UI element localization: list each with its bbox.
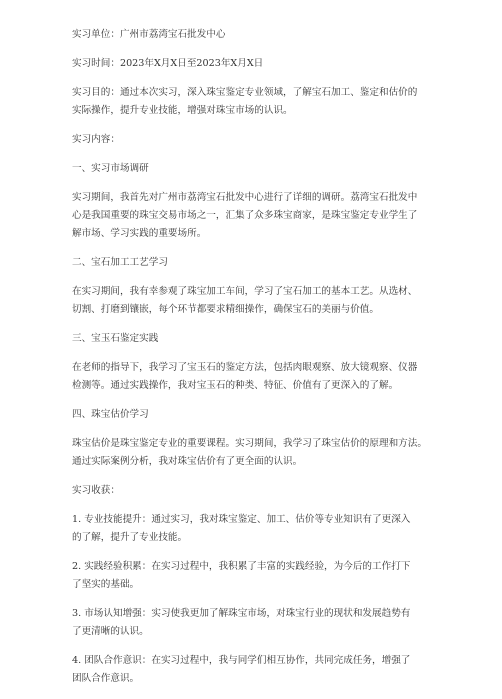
gain-line: 的了解，提升了专业技能。 <box>72 532 188 543</box>
gain-item <box>72 558 440 594</box>
internship-unit: 实习单位：广州市荔湾宝石批发中心 <box>72 29 226 40</box>
section-line: 通过实际案例分析，我对珠宝估价有了更全面的认识。 <box>72 456 303 467</box>
section-line: 实习期间，我首先对广州市荔湾宝石批发中心进行了详细的调研。荔湾宝石批发中 <box>72 192 418 203</box>
section-body <box>72 283 440 319</box>
section-heading: 四、珠宝估价学习 <box>72 409 149 420</box>
gain-line: 了更清晰的认识。 <box>72 626 149 637</box>
gain-item <box>72 652 440 688</box>
gain-line: 了坚实的基础。 <box>72 579 140 590</box>
section-line: 在老师的指导下，我学习了宝玉石的鉴定方法，包括肉眼观察、放大镜观察、仪器 <box>72 362 418 373</box>
gain-line: 2. 实践经验积累：在实习过程中，我积累了丰富的实践经验，为今后的工作打下 <box>72 561 411 572</box>
section-heading: 一、实习市场调研 <box>72 163 149 174</box>
gain-item <box>72 511 440 547</box>
gain-line: 团队合作意识。 <box>72 673 140 684</box>
content-heading: 实习内容： <box>72 134 120 145</box>
section-body <box>72 189 440 243</box>
section-heading: 三、宝玉石鉴定实践 <box>72 333 159 344</box>
section-line: 在实习期间，我有幸参观了珠宝加工车间，学习了宝石加工的基本工艺。从选材、 <box>72 286 418 297</box>
gain-line: 3. 市场认知增强：实习使我更加了解珠宝市场，对珠宝行业的现状和发展趋势有 <box>72 608 411 619</box>
gain-line: 4. 团队合作意识：在实习过程中，我与同学们相互协作，共同完成任务，增强了 <box>72 655 411 666</box>
gain-line: 1. 专业技能提升：通过实习，我对珠宝鉴定、加工、估价等专业知识有了更深入 <box>72 514 411 525</box>
section-body <box>72 359 440 395</box>
section-line: 心是我国重要的珠宝交易市场之一，汇集了众多珠宝商家，是珠宝鉴定专业学生了 <box>72 210 418 221</box>
internship-time: 实习时间：2023年X月X日至2023年X月X日 <box>72 58 264 69</box>
section-line: 珠宝估价是珠宝鉴定专业的重要课程。实习期间，我学习了珠宝估价的原理和方法。 <box>72 438 427 449</box>
purpose-line: 实习目的：通过本次实习，深入珠宝鉴定专业领域，了解宝石加工、鉴定和估价的 <box>72 87 418 98</box>
section-line: 解市场、学习实践的重要场所。 <box>72 228 207 239</box>
section-line: 检测等。通过实践操作，我对宝玉石的种类、特征、价值有了更深入的了解。 <box>72 380 399 391</box>
section-body <box>72 435 440 471</box>
gains-heading: 实习收获： <box>72 485 120 496</box>
internship-purpose <box>72 84 440 120</box>
purpose-line: 实际操作，提升专业技能，增强对珠宝市场的认识。 <box>72 105 293 116</box>
report-document <box>72 26 440 699</box>
section-line: 切割、打磨到镶嵌，每个环节都要求精细操作，确保宝石的美丽与价值。 <box>72 304 379 315</box>
gain-item <box>72 605 440 641</box>
section-heading: 二、宝石加工工艺学习 <box>72 257 168 268</box>
